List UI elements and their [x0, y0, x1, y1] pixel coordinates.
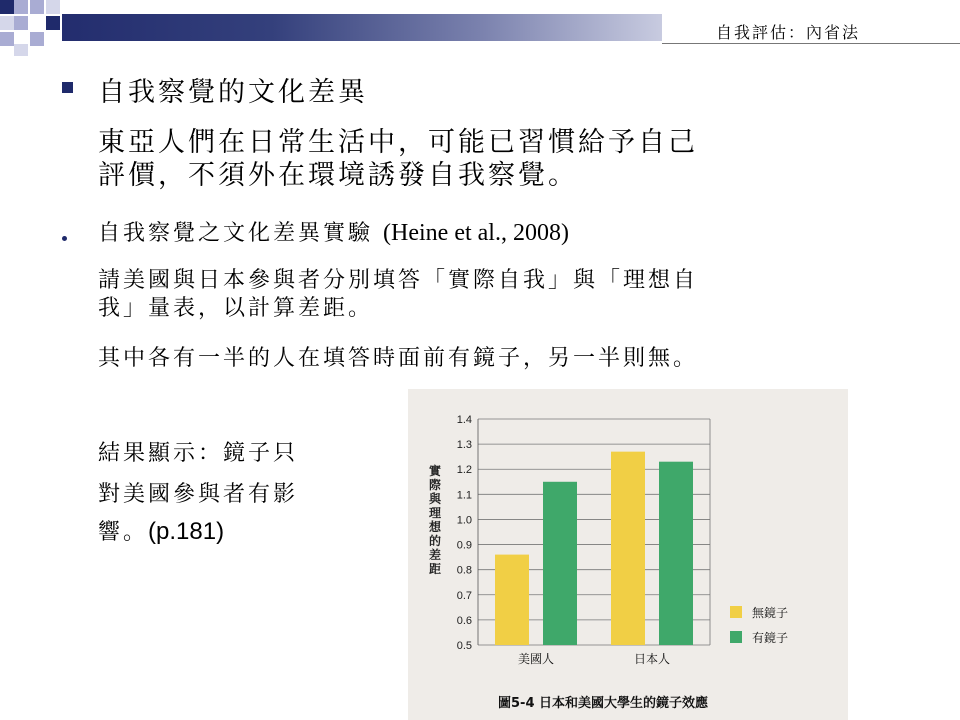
legend-swatch [730, 606, 742, 618]
figure-image [408, 389, 848, 720]
decor-square [0, 16, 14, 30]
figure-caption: 圖5-4 日本和美國大學生的鏡子效應 [498, 696, 709, 711]
x-categories [518, 651, 670, 666]
decor-square [46, 0, 60, 14]
dot-bullet [62, 236, 67, 241]
result-line-1: 結果顯示：鏡子只 [98, 441, 299, 466]
y-axis-label-char: 想 [428, 520, 442, 534]
bar-chart [408, 389, 848, 720]
decor-square [0, 32, 14, 46]
y-axis-label-char: 實 [428, 464, 442, 478]
sub-heading [98, 218, 569, 249]
slide-heading: 自我察覺的文化差異 [98, 77, 368, 108]
y-axis-label-char: 的 [428, 534, 442, 548]
page-reference: (p.181) [148, 518, 225, 545]
header-title: 自我評估：內省法 [715, 23, 860, 42]
y-axis-label-char: 距 [428, 562, 442, 576]
paragraph-2-line-2: 我」量表，以計算差距。 [98, 296, 374, 321]
y-tick-label: 1.2 [456, 464, 472, 477]
citation: (Heine et al., 2008) [383, 220, 569, 246]
bar [543, 482, 577, 645]
y-axis-label [429, 463, 442, 576]
y-tick-label: 1.4 [456, 414, 472, 426]
decor-square [14, 16, 28, 30]
sub-heading-text: 自我察覺之文化差異實驗 [98, 221, 374, 246]
y-tick-label: 0.8 [456, 564, 472, 577]
x-category-label: 美國人 [517, 652, 555, 666]
y-tick-label: 0.6 [456, 614, 472, 627]
y-tick-label: 1.1 [456, 489, 472, 502]
decor-square [14, 0, 28, 14]
y-ticks [457, 414, 472, 652]
y-axis-label-char: 理 [428, 506, 442, 520]
y-tick-label: 0.5 [456, 640, 472, 652]
result-line-3-text: 響。 [98, 520, 149, 545]
bar [611, 452, 645, 645]
y-tick-label: 1.0 [456, 514, 472, 527]
y-axis-label-char: 差 [428, 548, 442, 562]
paragraph-1-line-2: 評價，不須外在環境誘發自我察覺。 [98, 160, 578, 191]
decor-square [46, 16, 60, 30]
legend-swatch [730, 631, 742, 643]
square-bullet [62, 82, 73, 93]
decor-square [30, 32, 44, 46]
x-category-label: 日本人 [633, 652, 671, 666]
bar [659, 462, 693, 645]
y-tick-label: 0.7 [456, 589, 472, 602]
legend [730, 606, 788, 645]
header-rule [662, 43, 960, 44]
paragraph-3: 其中各有一半的人在填答時面前有鏡子，另一半則無。 [98, 346, 699, 371]
bar [495, 555, 529, 645]
y-tick-label: 1.3 [456, 439, 472, 452]
legend-label: 無鏡子 [752, 606, 789, 620]
y-tick-label: 0.9 [456, 539, 472, 552]
paragraph-2-line-1: 請美國與日本參與者分別填答「實際自我」與「理想自 [98, 268, 699, 293]
slide-header [0, 0, 960, 60]
decor-square [0, 0, 14, 14]
decor-square [14, 44, 28, 56]
result-line-3 [98, 517, 224, 548]
y-axis-label-char: 與 [428, 492, 442, 506]
paragraph-1-line-1: 東亞人們在日常生活中，可能已習慣給予自己 [98, 127, 698, 158]
y-axis-label-char: 際 [428, 478, 442, 492]
bars [495, 452, 693, 645]
decor-square [30, 0, 44, 14]
legend-label: 有鏡子 [752, 631, 789, 645]
result-line-2: 對美國參與者有影 [98, 482, 299, 507]
header-bar [62, 14, 662, 41]
